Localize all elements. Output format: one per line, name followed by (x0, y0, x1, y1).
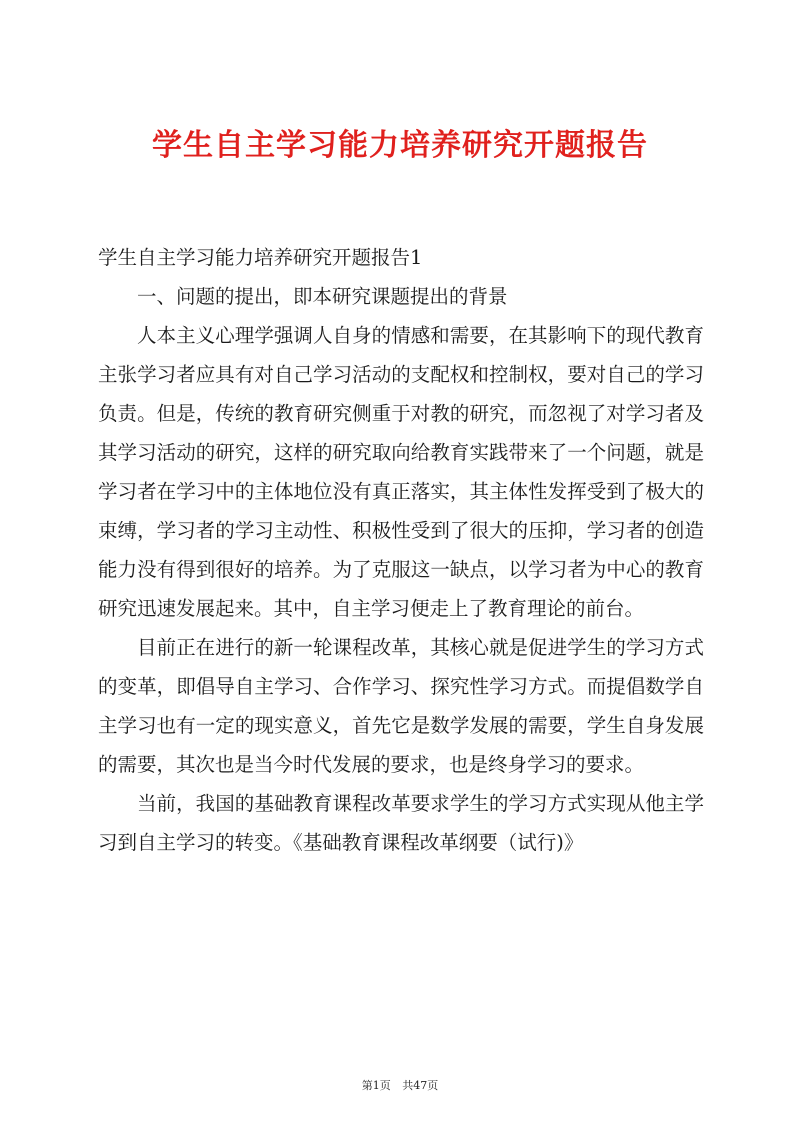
page-title: 学生自主学习能力培养研究开题报告 (152, 128, 648, 163)
page-total: 共47页 (402, 1079, 439, 1092)
paragraph: 当前，我国的基础教育课程改革要求学生的学习方式实现从他主学习到自主学习的转变。《基础教育课程改革纲要（试行)》 (98, 792, 704, 854)
document-body (98, 238, 704, 862)
paragraph: 目前正在进行的新一轮课程改革，其核心就是促进学生的学习方式的变革，即倡导自主学习、合作学习、探究性学习方式。而提倡数学自主学习也有一定的现实意义，首先它是数学发展的需要，学生自身发展的需要，其次也是当今时代发展的要求，也是终身学习的要求。 (98, 636, 704, 776)
document-subtitle: 学生自主学习能力培养研究开题报告1 (98, 246, 423, 269)
section-heading: 一、问题的提出，即本研究课题提出的背景 (137, 285, 508, 308)
page-number: 第1页 (361, 1079, 391, 1092)
paragraph: 人本主义心理学强调人自身的情感和需要，在其影响下的现代教育主张学习者应具有对自己学习活动的支配权和控制权，要对自己的学习负责。但是，传统的教育研究侧重于对教的研究，而忽视了对学习者及其学习活动的研究，这样的研究取向给教育实践带来了一个问题，就是学习者在学习中的主体地位没有真正落实，其主体性发挥受到了极大的束缚，学习者的学习主动性、积极性受到了很大的压抑，学习者的创造能力没有得到很好的培养。为了克服这一缺点，以学习者为中心的教育研究迅速发展起来。其中，自主学习便走上了教育理论的前台。 (98, 324, 704, 620)
page-footer (0, 1077, 800, 1093)
